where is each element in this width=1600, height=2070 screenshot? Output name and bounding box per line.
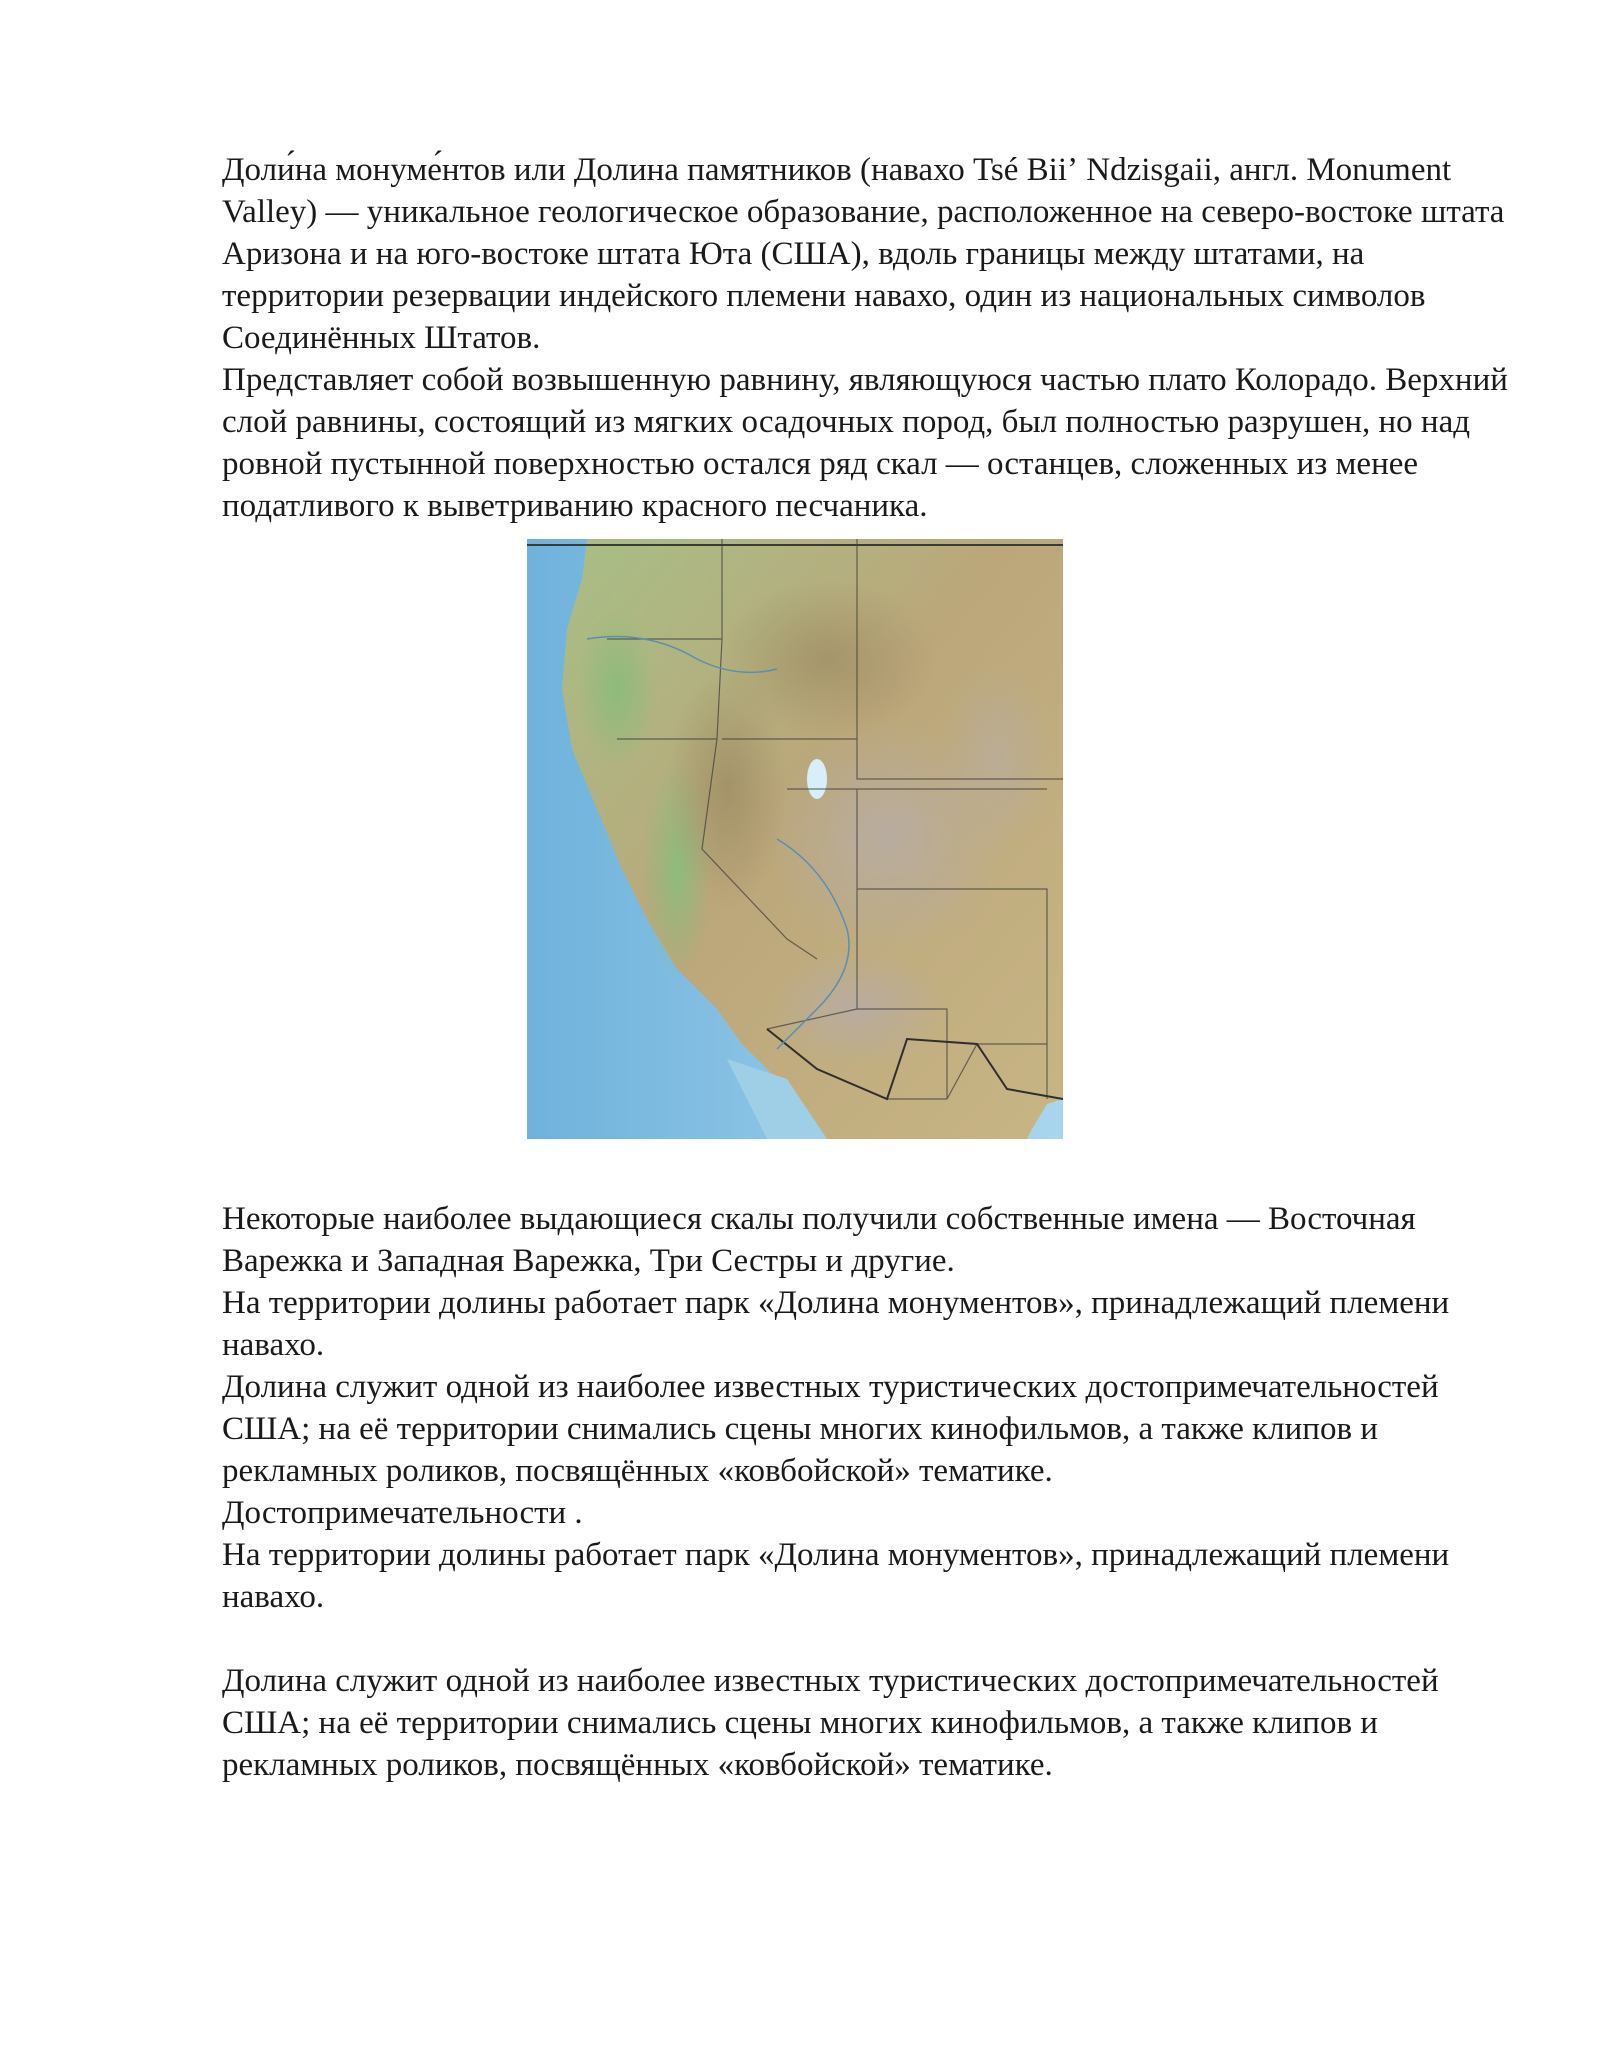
intro-text xyxy=(222,149,1522,527)
paragraph: Некоторые наиболее выдающиеся скалы получили собственные имена — Восточная Варежка и Западная Варежка, Три Сестры и другие. xyxy=(222,1201,1416,1279)
relief-map-image xyxy=(527,539,1063,1139)
details-text xyxy=(222,1198,1522,1786)
paragraph: Достопримечательности . xyxy=(222,1495,583,1531)
paragraph: Представляет собой возвышенную равнину, являющуюся частью плато Колорадо. Верхний слой равнины, состоящий из мягких осадочных пород, был полностью разрушен, но над ровной пустынной поверхностью остался ряд скал — останцев, сложенных из менее податливого к выветриванию красного песчаника. xyxy=(222,362,1508,524)
paragraph: Долина служит одной из наиболее известных туристических достопримечательностей США; на её территории снимались сцены многих кинофильмов, а также клипов и рекламных роликов, посвящённых «ковбойской» тематике. xyxy=(222,1663,1439,1783)
paragraph: На территории долины работает парк «Долина монументов», принадлежащий племени навахо. xyxy=(222,1285,1450,1363)
paragraph-gap xyxy=(222,1618,1522,1660)
paragraph: На территории долины работает парк «Долина монументов», принадлежащий племени навахо. xyxy=(222,1537,1450,1615)
paragraph: Долина служит одной из наиболее известных туристических достопримечательностей США; на её территории снимались сцены многих кинофильмов, а также клипов и рекламных роликов, посвящённых «ковбойской» тематике. xyxy=(222,1369,1439,1489)
paragraph: Доли́на монуме́нтов или Долина памятников (навахо Tsé Biiʼ Ndzisgaii, англ. Monument Valley) — уникальное геологическое образование, расположенное на северо-востоке штата Аризона и на юго-востоке штата Юта (США), вдоль границы между штатами, на территории резервации индейского племени навахо, один из национальных символов Соединённых Штатов. xyxy=(222,152,1505,356)
relief-map-icon xyxy=(527,539,1063,1139)
